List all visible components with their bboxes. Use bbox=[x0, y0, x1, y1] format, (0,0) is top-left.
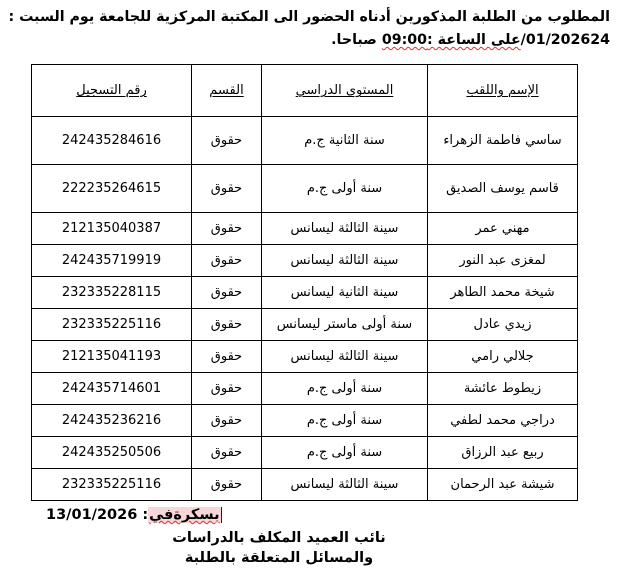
cell-department: حقوق bbox=[192, 309, 262, 341]
cell-student-name: زيدي عادل bbox=[428, 309, 578, 341]
cell-student-name: مهني عمر bbox=[428, 213, 578, 245]
table-row bbox=[32, 469, 578, 501]
table-row bbox=[32, 245, 578, 277]
notice-day: 24 bbox=[590, 32, 610, 48]
cell-study-level: سينة الثالثة ليسانس bbox=[262, 341, 428, 373]
place-label: بسكرةفي bbox=[149, 507, 220, 523]
cell-registration-number: 242435284616 bbox=[32, 117, 192, 165]
cell-department: حقوق bbox=[192, 165, 262, 213]
table-row bbox=[32, 165, 578, 213]
cell-study-level: سنة الثانية ج.م bbox=[262, 117, 428, 165]
cell-department: حقوق bbox=[192, 405, 262, 437]
cell-registration-number: 232335225116 bbox=[32, 309, 192, 341]
roster-table-wrapper bbox=[0, 64, 624, 501]
cell-department: حقوق bbox=[192, 341, 262, 373]
cell-registration-number: 242435250506 bbox=[32, 437, 192, 469]
table-header-row-group bbox=[32, 65, 578, 117]
document-footer bbox=[0, 501, 624, 568]
issue-date: 13/01/2026 bbox=[46, 507, 138, 523]
signature-line-1: نائب العميد المكلف بالدراسات bbox=[172, 530, 386, 546]
table-body bbox=[32, 117, 578, 501]
cell-study-level: سينة الثالثة ليسانس bbox=[262, 469, 428, 501]
table-row bbox=[32, 117, 578, 165]
cell-department: حقوق bbox=[192, 277, 262, 309]
cell-registration-number: 212135041193 bbox=[32, 341, 192, 373]
notice-time: 09:00 bbox=[381, 32, 428, 48]
table-row bbox=[32, 437, 578, 469]
notice-date: /01/2026 bbox=[520, 32, 591, 48]
cell-student-name: قاسم يوسف الصديق bbox=[428, 165, 578, 213]
table-row bbox=[32, 309, 578, 341]
column-header-name-label: الإسم واللقب bbox=[466, 83, 539, 98]
cell-study-level: سنة أولى ماستر ليسانس bbox=[262, 309, 428, 341]
signature-line-2: والمسائل المتعلقة بالطلبة bbox=[184, 549, 374, 566]
signature-block bbox=[0, 529, 578, 568]
notice-line-2 bbox=[10, 29, 610, 52]
cell-study-level: سينة الثالثة ليسانس bbox=[262, 245, 428, 277]
table-row bbox=[32, 373, 578, 405]
cell-department: حقوق bbox=[192, 245, 262, 277]
cell-student-name: لمغزى عبد النور bbox=[428, 245, 578, 277]
cell-student-name: زيطوط عائشة bbox=[428, 373, 578, 405]
cell-student-name: شيخة محمد الطاهر bbox=[428, 277, 578, 309]
cell-department: حقوق bbox=[192, 373, 262, 405]
cell-study-level: سينة الثالثة ليسانس bbox=[262, 213, 428, 245]
cell-department: حقوق bbox=[192, 437, 262, 469]
cell-study-level: سنة أولى ج.م bbox=[262, 373, 428, 405]
table-header-row bbox=[32, 65, 578, 117]
notice-morning: صباحا. bbox=[331, 32, 382, 48]
notice-time-label: على الساعة : bbox=[427, 32, 521, 48]
cell-student-name: جلالي رامي bbox=[428, 341, 578, 373]
table-row bbox=[32, 405, 578, 437]
cell-study-level: سنة أولى ج.م bbox=[262, 437, 428, 469]
cell-department: حقوق bbox=[192, 469, 262, 501]
column-header-registration bbox=[32, 65, 192, 117]
cell-student-name: شيشة عبد الرحمان bbox=[428, 469, 578, 501]
cell-student-name: دراجي محمد لطفي bbox=[428, 405, 578, 437]
table-row bbox=[32, 277, 578, 309]
column-header-level-label: المستوى الدراسي bbox=[295, 83, 394, 98]
column-header-registration-label: رقم التسجيل bbox=[76, 83, 147, 98]
cell-study-level: سنة أولى ج.م bbox=[262, 405, 428, 437]
cell-student-name: ربيع عبد الرزاق bbox=[428, 437, 578, 469]
column-header-name bbox=[428, 65, 578, 117]
table-row bbox=[32, 341, 578, 373]
column-header-department bbox=[192, 65, 262, 117]
cell-registration-number: 222235264615 bbox=[32, 165, 192, 213]
place-and-date bbox=[0, 507, 578, 523]
cell-study-level: سنة أولى ج.م bbox=[262, 165, 428, 213]
cell-department: حقوق bbox=[192, 117, 262, 165]
date-separator: : bbox=[137, 507, 149, 523]
cell-registration-number: 242435719919 bbox=[32, 245, 192, 277]
notice-header bbox=[0, 0, 624, 52]
cell-registration-number: 212135040387 bbox=[32, 213, 192, 245]
cell-study-level: سينة الثانية ليسانس bbox=[262, 277, 428, 309]
cell-registration-number: 232335228115 bbox=[32, 277, 192, 309]
student-roster-table bbox=[31, 64, 578, 501]
cell-department: حقوق bbox=[192, 213, 262, 245]
notice-line-1: المطلوب من الطلبة المذكورين أدناه الحضور الى المكتبة المركزية للجامعة يوم السبت : bbox=[8, 9, 610, 25]
cell-student-name: ساسي فاطمة الزهراء bbox=[428, 117, 578, 165]
cell-registration-number: 242435236216 bbox=[32, 405, 192, 437]
column-header-department-label: القسم bbox=[209, 83, 244, 98]
cell-registration-number: 232335225116 bbox=[32, 469, 192, 501]
column-header-level bbox=[262, 65, 428, 117]
cell-registration-number: 242435714601 bbox=[32, 373, 192, 405]
table-row bbox=[32, 213, 578, 245]
